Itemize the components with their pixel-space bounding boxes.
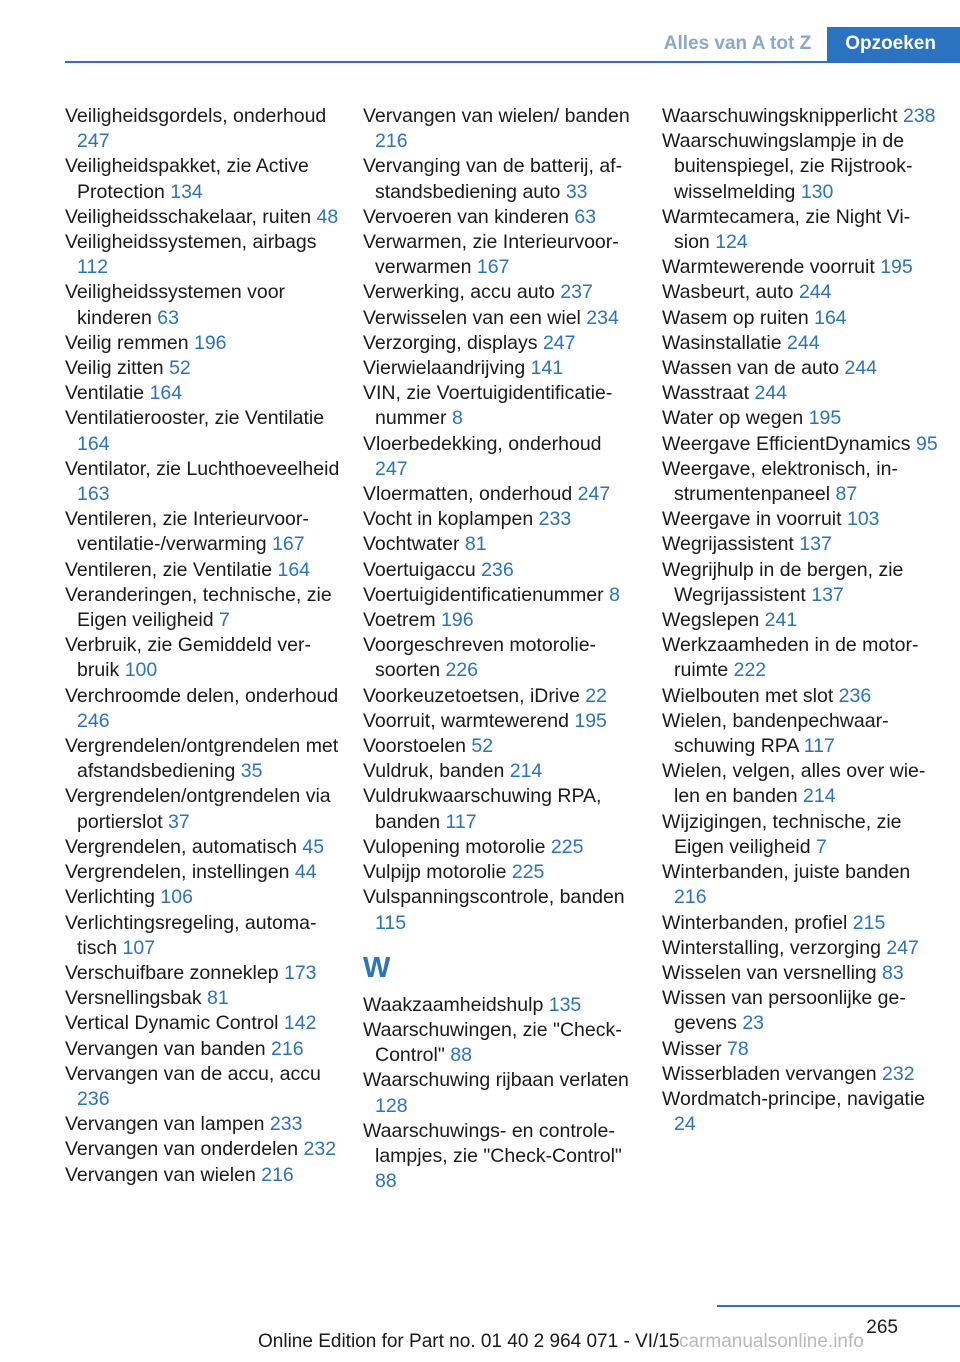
index-entry bbox=[363, 759, 639, 784]
index-page-link[interactable]: 52 bbox=[169, 357, 191, 380]
index-entry-term: Warmtewerende voorruit bbox=[662, 256, 875, 279]
index-entry-term: Wasstraat bbox=[662, 382, 750, 405]
index-page-link[interactable]: 7 bbox=[816, 835, 827, 858]
index-entry bbox=[65, 280, 341, 330]
index-entry bbox=[662, 457, 938, 507]
index-entry-term: Wielen, bandenpechwaarschuwing RPA bbox=[662, 709, 889, 758]
index-entry-term: Ventilatierooster, zie Ventilatie bbox=[65, 407, 325, 430]
index-entry bbox=[363, 860, 639, 885]
index-entry-term: Vertical Dynamic Control bbox=[65, 1012, 279, 1035]
index-entry-term: Vergrendelen/ontgrendelen met afstandsbediening bbox=[65, 735, 339, 783]
index-column-1 bbox=[65, 104, 341, 1188]
index-entry bbox=[363, 356, 639, 381]
index-page-link[interactable]: 244 bbox=[844, 357, 878, 380]
index-entry bbox=[363, 306, 639, 331]
index-page-link[interactable]: 195 bbox=[880, 256, 913, 279]
page-number: 265 bbox=[866, 1317, 898, 1338]
index-page-link[interactable]: 246 bbox=[77, 709, 110, 732]
index-entry bbox=[662, 961, 938, 986]
index-page-link[interactable]: 244 bbox=[798, 281, 832, 304]
page-header bbox=[648, 27, 960, 61]
index-entry-term: Waarschuwings- en controlelampjes, zie "Check-Control" bbox=[363, 1119, 622, 1167]
index-page-link[interactable]: 78 bbox=[727, 1037, 749, 1060]
index-entry bbox=[662, 986, 938, 1036]
index-entry-term: Vuldruk, banden bbox=[363, 760, 505, 783]
index-entry bbox=[662, 129, 938, 205]
index-entry-term: Vochtwater bbox=[363, 533, 460, 556]
index-entry-term: Versnellingsbak bbox=[65, 987, 202, 1010]
index-entry-term: Verzorging, displays bbox=[363, 331, 538, 354]
index-page-link[interactable]: 247 bbox=[542, 331, 576, 354]
index-entry bbox=[65, 104, 341, 154]
index-page-link[interactable]: 164 bbox=[814, 306, 847, 329]
index-entry-term: Wegrijassistent bbox=[662, 533, 794, 556]
index-entry bbox=[363, 558, 639, 583]
index-page-link[interactable]: 247 bbox=[77, 130, 110, 153]
index-entry bbox=[662, 911, 938, 936]
index-entry bbox=[65, 911, 341, 961]
index-entry-term: Veilig remmen bbox=[65, 331, 189, 354]
index-entry bbox=[65, 1163, 341, 1188]
index-page-link[interactable]: 124 bbox=[715, 231, 748, 254]
index-page-link[interactable]: 232 bbox=[303, 1138, 337, 1161]
index-entry-term: Verchroomde delen, onderhoud bbox=[65, 684, 339, 707]
index-entry-term: Vuldrukwaarschuwing RPA, banden bbox=[363, 785, 602, 833]
index-entry bbox=[363, 381, 639, 431]
index-page-link[interactable]: 33 bbox=[565, 180, 588, 203]
index-entry bbox=[65, 684, 341, 734]
index-entry bbox=[65, 835, 341, 860]
index-entry bbox=[363, 154, 639, 204]
index-entry bbox=[65, 558, 341, 583]
index-entry bbox=[662, 810, 938, 860]
index-page-link[interactable]: 63 bbox=[574, 205, 597, 228]
index-entry bbox=[65, 381, 341, 406]
index-entry-term: Vulspanningscontrole, banden bbox=[363, 886, 625, 909]
index-entry bbox=[662, 1062, 938, 1087]
index-page-link[interactable]: 226 bbox=[445, 659, 479, 682]
index-entry-term: Vulopening motorolie bbox=[363, 835, 546, 858]
index-entry-term: Waarschuwingslampje in de buitenspiegel, zie Rijstrookwisselmelding bbox=[662, 130, 913, 203]
index-entry-term: Voertuigaccu bbox=[363, 558, 476, 581]
index-page-link[interactable]: 128 bbox=[375, 1094, 408, 1117]
index-entry bbox=[363, 280, 639, 305]
index-entry bbox=[65, 1137, 341, 1162]
index-page-link[interactable]: 8 bbox=[451, 407, 463, 430]
index-entry-term: Wisserbladen vervangen bbox=[662, 1062, 877, 1085]
watermark: carmanualsonline.info bbox=[679, 1331, 864, 1352]
index-entry-term: Vervangen van lampen bbox=[65, 1113, 265, 1136]
chapter-tab: Opzoeken bbox=[827, 27, 960, 61]
index-page-link[interactable]: 103 bbox=[846, 508, 880, 531]
index-entry-term: Wissen van persoonlijke gegevens bbox=[662, 987, 906, 1035]
index-entry bbox=[65, 1037, 341, 1062]
index-entry bbox=[363, 331, 639, 356]
index-page-link[interactable]: 163 bbox=[77, 483, 110, 506]
index-entry bbox=[662, 532, 938, 557]
index-column-3 bbox=[662, 104, 938, 1137]
index-entry-term: Vervoeren van kinderen bbox=[363, 205, 569, 228]
index-entry-term: Waarschuwingen, zie "Check-Control" bbox=[363, 1018, 622, 1067]
index-page-link[interactable]: 88 bbox=[450, 1044, 472, 1067]
index-page-link[interactable]: 238 bbox=[902, 105, 936, 127]
index-entry-term: Veranderingen, technische, zie Eigen veiligheid bbox=[65, 583, 332, 632]
section-title: Alles van A tot Z bbox=[663, 33, 812, 54]
index-page-link[interactable]: 233 bbox=[269, 1113, 303, 1136]
index-entry-term: Verlichting bbox=[65, 886, 155, 909]
index-entry bbox=[65, 507, 341, 557]
index-entry-term: Voorkeuzetoetsen, iDrive bbox=[363, 684, 580, 707]
index-entry bbox=[662, 406, 938, 431]
index-page-link[interactable]: 141 bbox=[530, 357, 564, 380]
index-page-link[interactable]: 247 bbox=[375, 457, 408, 480]
index-entry-term: Vergrendelen, instellingen bbox=[65, 861, 290, 884]
index-page-link[interactable]: 135 bbox=[548, 993, 582, 1016]
index-entry-term: Winterbanden, profiel bbox=[662, 911, 848, 934]
index-entry-term: Verschuifbare zonneklep bbox=[65, 961, 279, 984]
index-page-link[interactable]: 100 bbox=[124, 659, 158, 682]
index-page-link[interactable]: 112 bbox=[77, 256, 109, 279]
index-entry bbox=[363, 885, 639, 935]
index-entry bbox=[65, 331, 341, 356]
index-page-link[interactable]: 35 bbox=[240, 760, 263, 783]
index-entry bbox=[65, 406, 341, 456]
index-page-link[interactable]: 236 bbox=[77, 1087, 110, 1110]
index-page-link[interactable]: 88 bbox=[375, 1170, 397, 1193]
index-column-2 bbox=[363, 104, 639, 1194]
index-entry-term: Vervangen van wielen/ banden bbox=[363, 105, 630, 127]
index-entry-term: Voetrem bbox=[363, 609, 436, 632]
index-page-link[interactable]: 106 bbox=[160, 886, 193, 909]
index-page-link[interactable]: 63 bbox=[157, 306, 179, 329]
index-entry bbox=[363, 709, 639, 734]
index-entry-term: Vergrendelen, automatisch bbox=[65, 835, 297, 858]
index-entry bbox=[65, 154, 341, 204]
index-entry bbox=[363, 1068, 639, 1118]
index-entry bbox=[65, 784, 341, 834]
index-entry-term: Waakzaamheidshulp bbox=[363, 993, 544, 1016]
index-entry-term: Winterbanden, juiste banden bbox=[662, 861, 911, 884]
index-page-link[interactable]: 225 bbox=[511, 861, 545, 884]
index-page-link[interactable]: 244 bbox=[787, 331, 820, 354]
index-page-link[interactable]: 232 bbox=[882, 1062, 915, 1085]
index-page-link[interactable]: 44 bbox=[294, 861, 317, 884]
index-entry-term: Wisselen van versnelling bbox=[662, 961, 877, 984]
index-page-link[interactable]: 216 bbox=[674, 886, 707, 909]
index-entry bbox=[65, 860, 341, 885]
index-entry-term: Wasbeurt, auto bbox=[662, 281, 794, 304]
index-entry bbox=[662, 331, 938, 356]
index-entry-term: Vervangen van banden bbox=[65, 1037, 266, 1060]
index-page-link[interactable]: 117 bbox=[445, 810, 477, 833]
index-page-link[interactable]: 167 bbox=[272, 533, 305, 556]
index-entry-term: Voertuigidentificatienummer bbox=[363, 583, 604, 606]
index-entry bbox=[662, 558, 938, 608]
index-entry bbox=[363, 734, 639, 759]
index-entry bbox=[65, 1011, 341, 1036]
index-entry-term: Vervangen van wielen bbox=[65, 1163, 256, 1186]
index-entry bbox=[65, 885, 341, 910]
index-entry-term: Winterstalling, verzorging bbox=[662, 936, 881, 959]
index-entry-term: Waarschuwingsknipperlicht bbox=[662, 105, 898, 127]
index-page-link[interactable]: 247 bbox=[577, 483, 611, 506]
index-entry-term: Wassen van de auto bbox=[662, 357, 840, 380]
index-entry-term: Wisser bbox=[662, 1037, 722, 1060]
index-entry bbox=[65, 205, 341, 230]
index-entry-term: Ventileren, zie Interieurvoorventilatie-/verwarming bbox=[65, 508, 309, 556]
index-entry-term: Ventilatie bbox=[65, 382, 145, 405]
index-page-link[interactable]: 225 bbox=[550, 835, 584, 858]
index-entry-term: Wijzigingen, technische, zie Eigen veiligheid bbox=[662, 810, 902, 858]
index-entry bbox=[662, 356, 938, 381]
index-entry-term: Weergave EfficientDynamics bbox=[662, 432, 911, 455]
index-entry-term: Voorgeschreven motoroliesoorten bbox=[363, 634, 597, 682]
index-entry bbox=[363, 684, 639, 709]
index-page-link[interactable]: 167 bbox=[476, 256, 510, 279]
index-entry-term: Verbruik, zie Gemiddeld verbruik bbox=[65, 634, 312, 682]
index-page-link[interactable]: 87 bbox=[835, 483, 858, 506]
index-entry-term: Ventileren, zie Ventilatie bbox=[65, 558, 273, 581]
index-entry-term: Wordmatch-principe, navigatie bbox=[662, 1087, 926, 1110]
index-entry-term: Wasinstallatie bbox=[662, 331, 782, 354]
index-entry bbox=[363, 205, 639, 230]
index-entry-term: Vervangen van onderdelen bbox=[65, 1138, 299, 1161]
index-page-link[interactable]: 196 bbox=[441, 609, 474, 632]
index-entry bbox=[65, 356, 341, 381]
index-page-link[interactable]: 196 bbox=[193, 331, 227, 354]
index-page-link[interactable]: 37 bbox=[168, 810, 190, 833]
index-entry bbox=[363, 507, 639, 532]
index-entry-term: Vloerbedekking, onderhoud bbox=[363, 432, 602, 455]
index-entry bbox=[363, 993, 639, 1018]
index-page-link[interactable]: 236 bbox=[838, 684, 872, 707]
edition-footer: Online Edition for Part no. 01 40 2 964 071 - VI/15 bbox=[258, 1331, 680, 1352]
index-entry bbox=[363, 104, 639, 154]
index-page-link[interactable]: 142 bbox=[283, 1012, 317, 1035]
index-page-link[interactable]: 52 bbox=[471, 735, 494, 758]
index-entry bbox=[662, 280, 938, 305]
index-entry bbox=[65, 1062, 341, 1112]
index-entry-term: Warmtecamera, zie Night Vision bbox=[662, 205, 911, 254]
index-entry bbox=[662, 205, 938, 255]
index-page-link[interactable]: 130 bbox=[800, 180, 834, 203]
index-entry-term: Verlichtingsregeling, automatisch bbox=[65, 911, 317, 959]
index-page-link[interactable]: 237 bbox=[560, 281, 593, 304]
index-entry bbox=[662, 1037, 938, 1062]
index-page-link[interactable]: 117 bbox=[803, 735, 835, 758]
index-entry bbox=[662, 255, 938, 280]
index-entry-term: Verwisselen van een wiel bbox=[363, 306, 581, 329]
index-page-link[interactable]: 23 bbox=[742, 1012, 765, 1035]
index-page-link[interactable]: 216 bbox=[271, 1037, 304, 1060]
index-entry bbox=[65, 1112, 341, 1137]
index-page-link[interactable]: 137 bbox=[811, 583, 844, 606]
index-entry-term: Werkzaamheden in de motorruimte bbox=[662, 634, 919, 682]
index-entry bbox=[363, 608, 639, 633]
index-entry bbox=[662, 381, 938, 406]
index-entry-term: Veiligheidspakket, zie Active Protection bbox=[65, 155, 309, 203]
index-entry-term: Vulpijp motorolie bbox=[363, 861, 507, 884]
index-page-link[interactable]: 222 bbox=[733, 659, 767, 682]
index-entry bbox=[662, 507, 938, 532]
index-page-link[interactable]: 81 bbox=[207, 987, 229, 1010]
index-entry bbox=[65, 457, 341, 507]
index-entry-term: Water op wegen bbox=[662, 407, 804, 430]
index-entry bbox=[65, 583, 341, 633]
index-entry bbox=[363, 230, 639, 280]
index-entry bbox=[662, 860, 938, 910]
index-entry-term: Voorruit, warmtewerend bbox=[363, 709, 569, 732]
index-entry bbox=[662, 633, 938, 683]
index-entry-term: Wegrijhulp in de bergen, zie Wegrijassistent bbox=[662, 558, 904, 606]
index-page-link[interactable]: 48 bbox=[316, 205, 339, 228]
index-entry-term: Voorstoelen bbox=[363, 735, 466, 758]
index-page-link[interactable]: 24 bbox=[674, 1113, 696, 1136]
index-entry-term: Veilig zitten bbox=[65, 357, 164, 380]
index-entry-term: Veiligheidsschakelaar, ruiten bbox=[65, 205, 312, 228]
index-page-link[interactable]: 164 bbox=[77, 432, 110, 455]
index-entry-term: Veiligheidsgordels, onderhoud bbox=[65, 105, 327, 127]
index-page-link[interactable]: 7 bbox=[219, 609, 230, 632]
index-entry bbox=[662, 1087, 938, 1137]
index-entry-term: Vervanging van de batterij, afstandsbediening auto bbox=[363, 155, 623, 203]
index-entry-term: Verwerking, accu auto bbox=[363, 281, 555, 304]
index-entry-term: Vergrendelen/ontgrendelen via portierslot bbox=[65, 785, 331, 833]
index-entry-term: Wasem op ruiten bbox=[662, 306, 809, 329]
index-page-link[interactable]: 8 bbox=[609, 583, 620, 606]
index-entry-term: Vervangen van de accu, accu bbox=[65, 1062, 321, 1085]
index-entry bbox=[363, 1018, 639, 1068]
index-entry-term: Weergave, elektronisch, instrumentenpaneel bbox=[662, 457, 898, 506]
index-entry bbox=[662, 432, 938, 457]
index-page-link[interactable]: 241 bbox=[764, 609, 798, 632]
index-entry bbox=[65, 734, 341, 784]
index-entry bbox=[363, 1119, 639, 1195]
index-entry-term: Wielbouten met slot bbox=[662, 684, 834, 707]
index-page-link[interactable]: 244 bbox=[754, 382, 788, 405]
index-page-link[interactable]: 164 bbox=[277, 558, 311, 581]
index-entry bbox=[65, 633, 341, 683]
index-page-link[interactable]: 137 bbox=[799, 533, 832, 556]
index-page-link[interactable]: 214 bbox=[803, 785, 836, 808]
index-entry-term: VIN, zie Voertuigidentificatienummer bbox=[363, 382, 613, 430]
index-entry bbox=[363, 583, 639, 608]
index-page-link[interactable]: 214 bbox=[509, 760, 543, 783]
index-entry bbox=[662, 684, 938, 709]
index-page-link[interactable]: 81 bbox=[464, 533, 487, 556]
index-entry bbox=[65, 230, 341, 280]
index-page-link[interactable]: 234 bbox=[586, 306, 619, 329]
index-letter-heading: W bbox=[363, 951, 391, 984]
index-entry-term: Waarschuwing rijbaan verlaten bbox=[363, 1069, 629, 1092]
index-entry bbox=[65, 986, 341, 1011]
index-entry-term: Wielen, velgen, alles over wielen en banden bbox=[662, 760, 926, 808]
index-entry-term: Vocht in koplampen bbox=[363, 508, 534, 531]
index-entry-term: Vierwielaandrijving bbox=[363, 357, 526, 380]
index-page-link[interactable]: 164 bbox=[149, 382, 183, 405]
index-page-link[interactable]: 215 bbox=[852, 911, 886, 934]
index-page-link[interactable]: 195 bbox=[574, 709, 607, 732]
index-entry bbox=[662, 709, 938, 759]
index-entry bbox=[363, 784, 639, 834]
index-entry bbox=[662, 608, 938, 633]
index-page-link[interactable]: 195 bbox=[808, 407, 842, 430]
index-entry-term: Vloermatten, onderhoud bbox=[363, 483, 573, 506]
index-entry-term: Wegslepen bbox=[662, 609, 760, 632]
index-entry bbox=[363, 532, 639, 557]
index-entry bbox=[363, 835, 639, 860]
index-page-link[interactable]: 134 bbox=[170, 180, 203, 203]
index-page-link[interactable]: 247 bbox=[886, 936, 919, 959]
index-entry-term: Veiligheidssystemen voor kinderen bbox=[65, 281, 286, 329]
index-page-link[interactable]: 115 bbox=[375, 911, 407, 934]
index-page-link[interactable]: 216 bbox=[375, 130, 408, 153]
index-entry bbox=[363, 633, 639, 683]
index-entry bbox=[662, 936, 938, 961]
index-entry bbox=[662, 306, 938, 331]
index-entry-term: Veiligheidssystemen, airbags bbox=[65, 231, 317, 254]
index-page-link[interactable]: 236 bbox=[481, 558, 514, 581]
index-entry-term: Weergave in voorruit bbox=[662, 508, 842, 531]
index-page-link[interactable]: 216 bbox=[261, 1163, 294, 1186]
index-entry-term: Ventilator, zie Luchthoeveelheid bbox=[65, 457, 340, 480]
index-entry-term: Verwarmen, zie Interieurvoorverwarmen bbox=[363, 231, 619, 279]
header-rule bbox=[65, 61, 960, 63]
index-page-link[interactable]: 45 bbox=[302, 835, 325, 858]
index-page-link[interactable]: 22 bbox=[585, 684, 607, 707]
index-entry bbox=[662, 759, 938, 809]
index-page-link[interactable]: 233 bbox=[538, 508, 572, 531]
index-page-link[interactable]: 95 bbox=[915, 432, 938, 455]
index-entry bbox=[65, 961, 341, 986]
index-page-link[interactable]: 83 bbox=[882, 961, 904, 984]
index-entry bbox=[662, 104, 938, 129]
index-page-link[interactable]: 107 bbox=[122, 936, 156, 959]
footer-rule bbox=[717, 1305, 960, 1307]
index-entry bbox=[363, 482, 639, 507]
index-entry bbox=[363, 432, 639, 482]
index-page-link[interactable]: 173 bbox=[283, 961, 317, 984]
